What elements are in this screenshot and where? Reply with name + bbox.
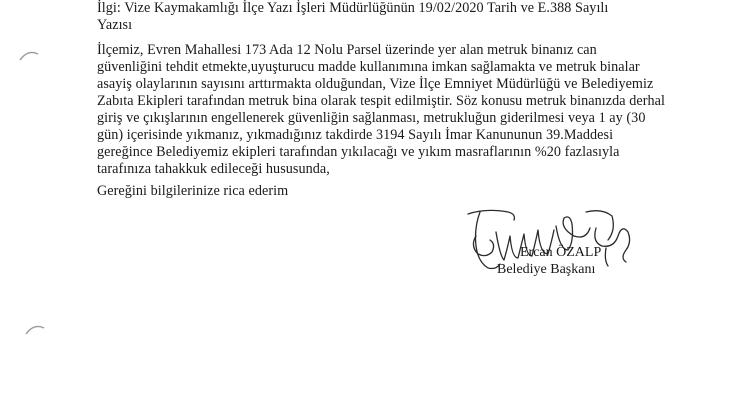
body-line: gereğince Belediyemiz ekipleri tarafından yıkılacağı ve yıkım masraflarının %20 fazlasıyla [97,144,620,160]
body-line: giriş ve çıkışlarının engellenerek güvenliğin sağlanması, metrukluğun giderilmesi veya 1 ay (30 [97,110,646,126]
signatory-name: Ercan ÖZALP [520,245,602,260]
reference-line-continued: Yazısı [97,17,133,33]
body-line: asayiş olaylarının sayısını arttırmakta olduğundan, Vize İlçe Emniyet Müdürlüğü ve Belediyemiz [97,76,654,92]
body-line: Zabıta Ekipleri tarafından metruk bina olarak tespit edilmiştir. Söz konusu metruk binanızda derhal [97,93,665,109]
body-line: tarafınıza tahakkuk edileceği hususunda, [97,161,330,177]
reference-line: İlgi: Vize Kaymakamlığı İlçe Yazı İşleri Müdürlüğünün 19/02/2020 Tarih ve E.388 Sayılı [97,0,609,16]
margin-mark-bottom [24,322,46,336]
body-line: gün) içerisinde yıkmanız, yıkmadığınız takdirde 3194 Sayılı İmar Kanununun 39.Maddesi [97,127,614,143]
margin-mark-top [18,48,40,62]
body-line: İlçemiz, Evren Mahallesi 173 Ada 12 Nolu Parsel üzerinde yer alan metruk binanız can [97,42,597,58]
body-line: güvenliğini tehdit etmekte,uyuşturucu madde kullanımına imkan sağlamakta ve metruk binalar [97,59,640,75]
signatory-title: Belediye Başkanı [497,262,596,277]
closing-line: Gereğini bilgilerinize rica ederim [97,183,289,199]
